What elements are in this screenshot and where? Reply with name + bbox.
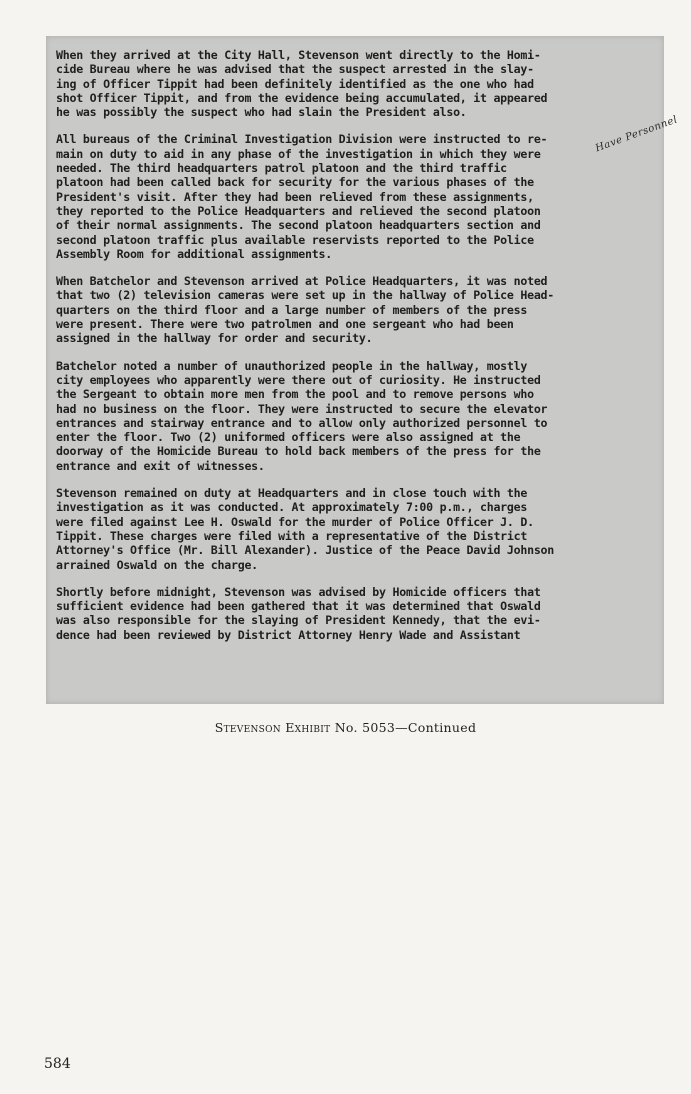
show-through-caption: [230, 764, 530, 784]
caption-exhibit-number: No. 5053—Continued: [330, 720, 477, 735]
page-number: 584: [44, 1056, 71, 1072]
paragraph-5: Stevenson remained on duty at Headquarters and in close touch with the investigation as it was conducted. At approximately 7:00 p.m., charges were filed against Lee H. Oswald for the murder of Police Officer J. D. Tippit. These charges were filed with a representative of the District Attorney's Office (Mr. Bill Alexander). Justice of the Peace David Johnson arrained Oswald on the charge.: [56, 486, 555, 572]
typewritten-sheet: [46, 36, 680, 704]
handwritten-annotation: Have Personnel: [594, 114, 680, 155]
typewritten-body: [56, 48, 656, 655]
paragraph-3: When Batchelor and Stevenson arrived at Police Headquarters, it was noted that two (2) television cameras were set up in the hallway of Police Head- quarters on the third floor and a large number of members of the press were present. There were two patrolmen and one sergeant who had been assigned in the hallway for order and security.: [56, 274, 555, 346]
caption-exhibit-name: Stevenson Exhibit: [214, 720, 331, 735]
paragraph-1: When they arrived at the City Hall, Stevenson went directly to the Homi- cide Bureau where he was advised that the suspect arrested in the slay- ing of Officer Tippit had been definitely identified as the one who had shot Officer Tippit, and from the evidence being accumulated, it appeared he was possibly the suspect who had slain the President also.: [56, 48, 548, 120]
exhibit-caption: [0, 720, 691, 735]
paragraph-6: Shortly before midnight, Stevenson was advised by Homicide officers that sufficient evidence had been gathered that it was determined that Oswald was also responsible for the slaying of President Kennedy, that the evi- dence had been reviewed by District Attorney Henry Wade and Assistant: [56, 584, 541, 642]
paragraph-2: All bureaus of the Criminal Investigation Division were instructed to re- main on duty to aid in any phase of the investigation in which they were needed. The third headquarters patrol platoon and the third traffic platoon had been called back for security for the various phases of the President's visit. After they had been relieved from these assignments, they reported to the Police Headquarters and relieved the second platoon of their normal assignments. The second platoon headquarters section and second platoon traffic plus available reservists reported to the Police Assembly Room for additional assignments.: [56, 132, 548, 261]
paragraph-4: Batchelor noted a number of unauthorized people in the hallway, mostly city employees who apparently were there out of curiosity. He instructed the Sergeant to obtain more men from the pool and to remove persons who had no business on the floor. They were instructed to secure the elevator entrances and stairway entrance and to allow only authorized personnel to enter the floor. Two (2) uniformed officers were also assigned at the doorway of the Homicide Bureau to hold back members of the press for the entrance and exit of witnesses.: [56, 358, 548, 473]
